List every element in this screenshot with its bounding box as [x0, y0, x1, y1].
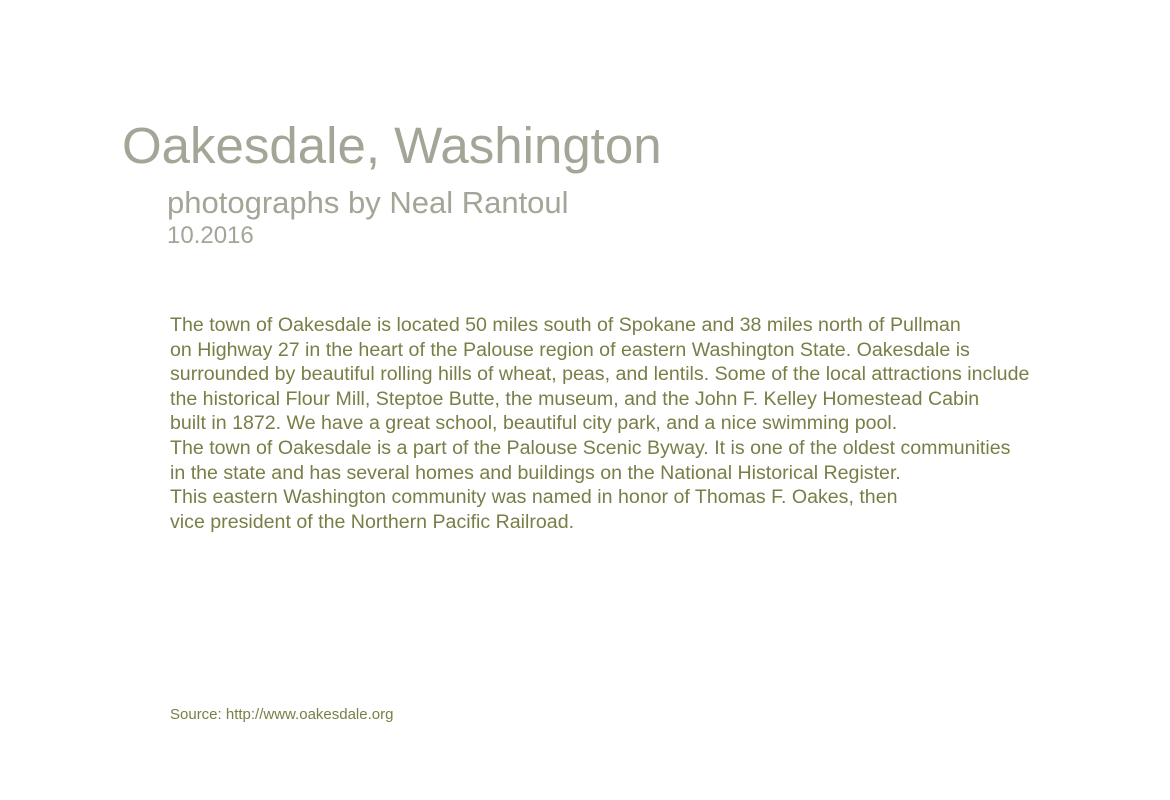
description-line: built in 1872. We have a great school, beautiful city park, and a nice swimming pool. — [170, 412, 898, 435]
description-line: The town of Oakesdale is located 50 miles south of Spokane and 38 miles north of Pullman — [170, 314, 961, 336]
description-line: the historical Flour Mill, Steptoe Butte, the museum, and the John F. Kelley Homestead Cabin — [170, 387, 980, 410]
description-line: on Highway 27 in the heart of the Palouse region of eastern Washington State. Oakesdale is — [170, 338, 970, 361]
description-line: vice president of the Northern Pacific Railroad. — [170, 510, 575, 533]
publication-date: 10.2016 — [167, 222, 254, 249]
description-line: surrounded by beautiful rolling hills of wheat, peas, and lentils. Some of the local attractions include — [170, 363, 1030, 386]
description-line: The town of Oakesdale is a part of the Palouse Scenic Byway. It is one of the oldest communities — [170, 436, 1011, 459]
description-line: in the state and has several homes and buildings on the National Historical Register. — [170, 461, 901, 484]
page-title: Oakesdale, Washington — [122, 117, 662, 174]
description-line: This eastern Washington community was named in honor of Thomas F. Oakes, then — [170, 486, 898, 509]
page-subtitle: photographs by Neal Rantoul — [167, 185, 569, 220]
source-note: Source: http://www.oakesdale.org — [170, 706, 394, 723]
description-text — [170, 313, 1029, 534]
